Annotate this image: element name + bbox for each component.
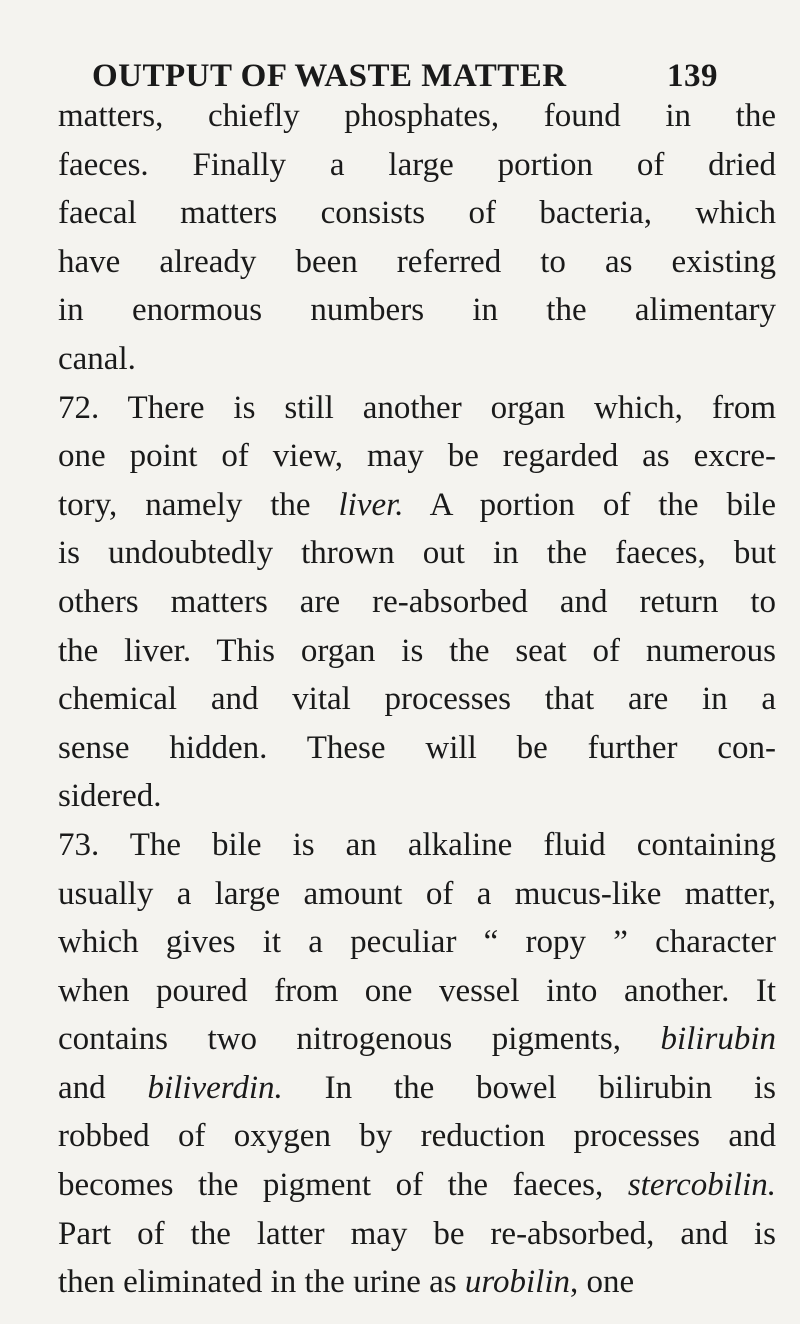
text-line: matters, chiefly phosphates, found in the [58, 98, 776, 134]
italic-term: liver. [338, 486, 404, 523]
text-line: faeces. Finally a large portion of dried [58, 146, 776, 183]
text-line: usually a large amount of a mucus-like matter, [58, 875, 776, 912]
text-line: chemical and vital processes that are in a [58, 681, 776, 718]
italic-term: urobilin [464, 1264, 571, 1301]
text-line [58, 1258, 776, 1307]
text-line: when poured from one vessel into another. It [58, 972, 776, 1009]
text-line: in enormous numbers in the alimentary [58, 292, 776, 329]
text-segment: and [58, 1069, 148, 1106]
text-segment: A portion of the bile [403, 486, 776, 523]
italic-term: biliverdin. [147, 1069, 283, 1106]
text-line: one point of view, may be regarded as excre- [58, 438, 776, 475]
text-segment: tory, namely the [58, 486, 339, 523]
text-line [58, 481, 776, 530]
text-line: faecal matters consists of bacteria, which [58, 195, 776, 232]
text-line: canal. [58, 340, 136, 377]
text-segment: In the bowel bilirubin is [282, 1069, 776, 1106]
italic-term: bilirubin [660, 1021, 776, 1058]
text-line [58, 1064, 776, 1113]
text-line: robbed of oxygen by reduction processes and [58, 1118, 776, 1155]
text-line: have already been referred to as existing [58, 243, 776, 280]
running-head-title: OUTPUT OF WASTE MATTER [92, 58, 567, 94]
body-text [58, 92, 776, 1307]
text-segment: , one [570, 1264, 635, 1301]
text-segment: then eliminated in the urine as [58, 1264, 465, 1301]
text-line [58, 1161, 776, 1210]
text-line: Part of the latter may be re-absorbed, and is [58, 1215, 776, 1252]
text-line: is undoubtedly thrown out in the faeces, but [58, 535, 776, 572]
text-segment: contains two nitrogenous pigments, [58, 1021, 661, 1058]
text-segment: becomes the pigment of the faeces, [58, 1167, 628, 1204]
text-line: others matters are re-absorbed and return to [58, 583, 776, 620]
text-line: 72. There is still another organ which, from [58, 389, 776, 426]
text-line: which gives it a peculiar “ ropy ” character [58, 924, 776, 961]
page-number: 139 [667, 58, 718, 94]
italic-term: stercobilin. [627, 1167, 776, 1204]
text-line: the liver. This organ is the seat of numerous [58, 632, 776, 669]
text-line [58, 1015, 776, 1064]
text-line: 73. The bile is an alkaline fluid containing [58, 826, 776, 863]
text-line: sidered. [58, 778, 162, 815]
text-line: sense hidden. These will be further con- [58, 729, 776, 766]
